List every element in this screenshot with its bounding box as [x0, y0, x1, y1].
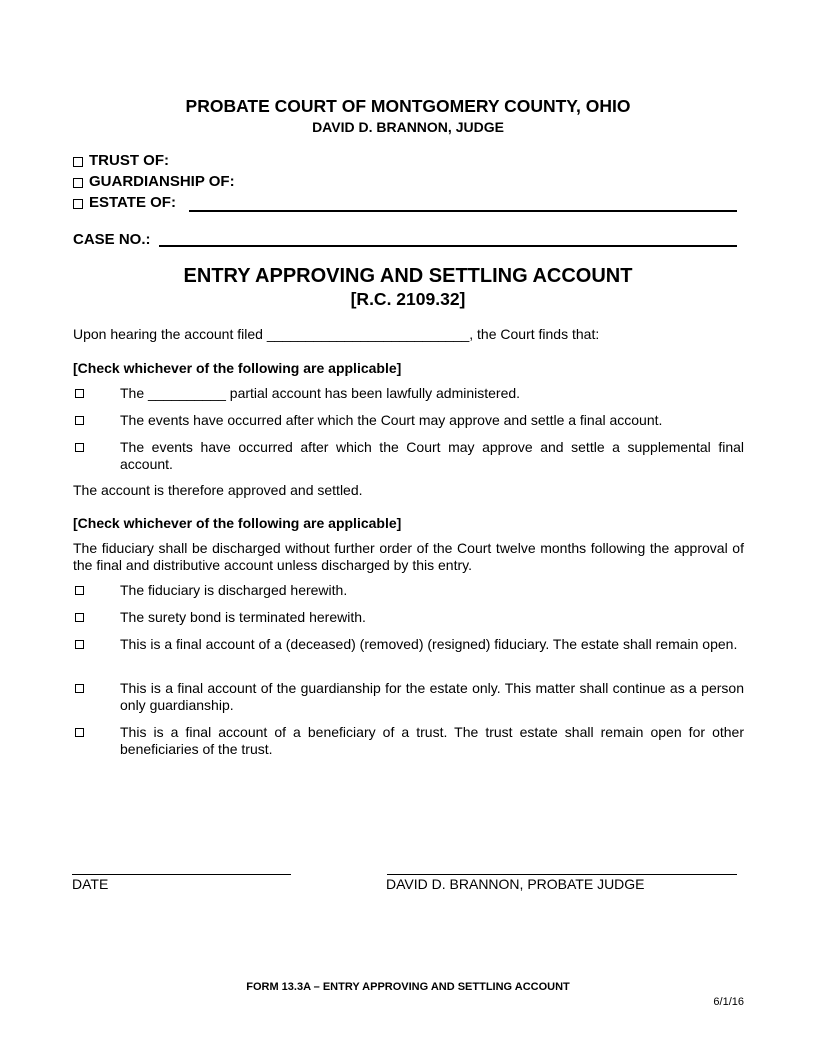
section1-heading: [Check whichever of the following are applicable] — [73, 360, 402, 376]
section2-option1: The fiduciary is discharged herewith. — [120, 582, 348, 598]
section2-option4: This is a final account of the guardianship for the estate only. This matter shall continue as a person only guardianship. — [120, 680, 744, 713]
intro-before: Upon hearing the account filed — [73, 326, 267, 342]
section1-option2-checkbox[interactable] — [75, 416, 84, 425]
judge-name: DAVID D. BRANNON, JUDGE — [312, 119, 504, 135]
estate-of-row — [73, 194, 176, 211]
section1-option3: The events have occurred after which the Court may approve and settle a supplemental final account. — [120, 439, 744, 472]
date-signature-line[interactable] — [72, 874, 291, 875]
section2-option5: This is a final account of a beneficiary of a trust. The trust estate shall remain open for other beneficiaries of the trust. — [120, 724, 744, 757]
case-no-row — [73, 231, 151, 248]
section1-option1 — [120, 385, 744, 402]
section1-conclusion: The account is therefore approved and settled. — [73, 482, 363, 498]
estate-checkbox[interactable] — [73, 199, 83, 209]
section2-heading: [Check whichever of the following are applicable] — [73, 515, 402, 531]
judge-signature-line[interactable] — [387, 874, 737, 875]
trust-of-row — [73, 152, 169, 169]
account-filed-blank[interactable]: __________________________ — [266, 326, 470, 342]
section2-option5-checkbox[interactable] — [75, 728, 84, 737]
option1-before: The — [120, 385, 149, 401]
section2-option3: This is a final account of a (deceased) (removed) (resigned) fiduciary. The estate shall remain open. — [120, 636, 738, 652]
section2-option4-checkbox[interactable] — [75, 684, 84, 693]
guardianship-of-row — [73, 173, 235, 190]
guardianship-of-label: GUARDIANSHIP OF: — [89, 173, 235, 190]
statute-reference: [R.C. 2109.32] — [350, 289, 466, 309]
intro-paragraph — [73, 326, 744, 343]
section1-option1-checkbox[interactable] — [75, 389, 84, 398]
date-label: DATE — [72, 876, 109, 892]
case-no-label: CASE NO.: — [73, 231, 151, 248]
intro-after: , the Court finds that: — [469, 326, 600, 342]
section2-option2: The surety bond is terminated herewith. — [120, 609, 366, 625]
form-title: ENTRY APPROVING AND SETTLING ACCOUNT — [183, 265, 633, 287]
trust-checkbox[interactable] — [73, 157, 83, 167]
court-name: PROBATE COURT OF MONTGOMERY COUNTY, OHIO — [185, 96, 631, 116]
form-version: 6/1/16 — [713, 996, 744, 1008]
form-footer: FORM 13.3A – ENTRY APPROVING AND SETTLING ACCOUNT — [246, 981, 570, 993]
section2-option1-checkbox[interactable] — [75, 586, 84, 595]
partial-account-blank[interactable]: __________ — [148, 385, 226, 401]
section1-option2: The events have occurred after which the Court may approve and settle a final account. — [120, 412, 663, 428]
trust-of-label: TRUST OF: — [89, 152, 169, 169]
estate-of-line[interactable] — [189, 210, 737, 212]
section2-option3-checkbox[interactable] — [75, 640, 84, 649]
section2-intro: The fiduciary shall be discharged without further order of the Court twelve months following the approval of the final and distributive account unless discharged by this entry. — [73, 540, 744, 573]
option1-after: partial account has been lawfully administered. — [225, 385, 521, 401]
judge-signature-label: DAVID D. BRANNON, PROBATE JUDGE — [386, 876, 645, 892]
section1-option3-checkbox[interactable] — [75, 443, 84, 452]
case-no-line[interactable] — [159, 245, 737, 247]
guardianship-checkbox[interactable] — [73, 178, 83, 188]
section2-option2-checkbox[interactable] — [75, 613, 84, 622]
estate-of-label: ESTATE OF: — [89, 194, 176, 211]
